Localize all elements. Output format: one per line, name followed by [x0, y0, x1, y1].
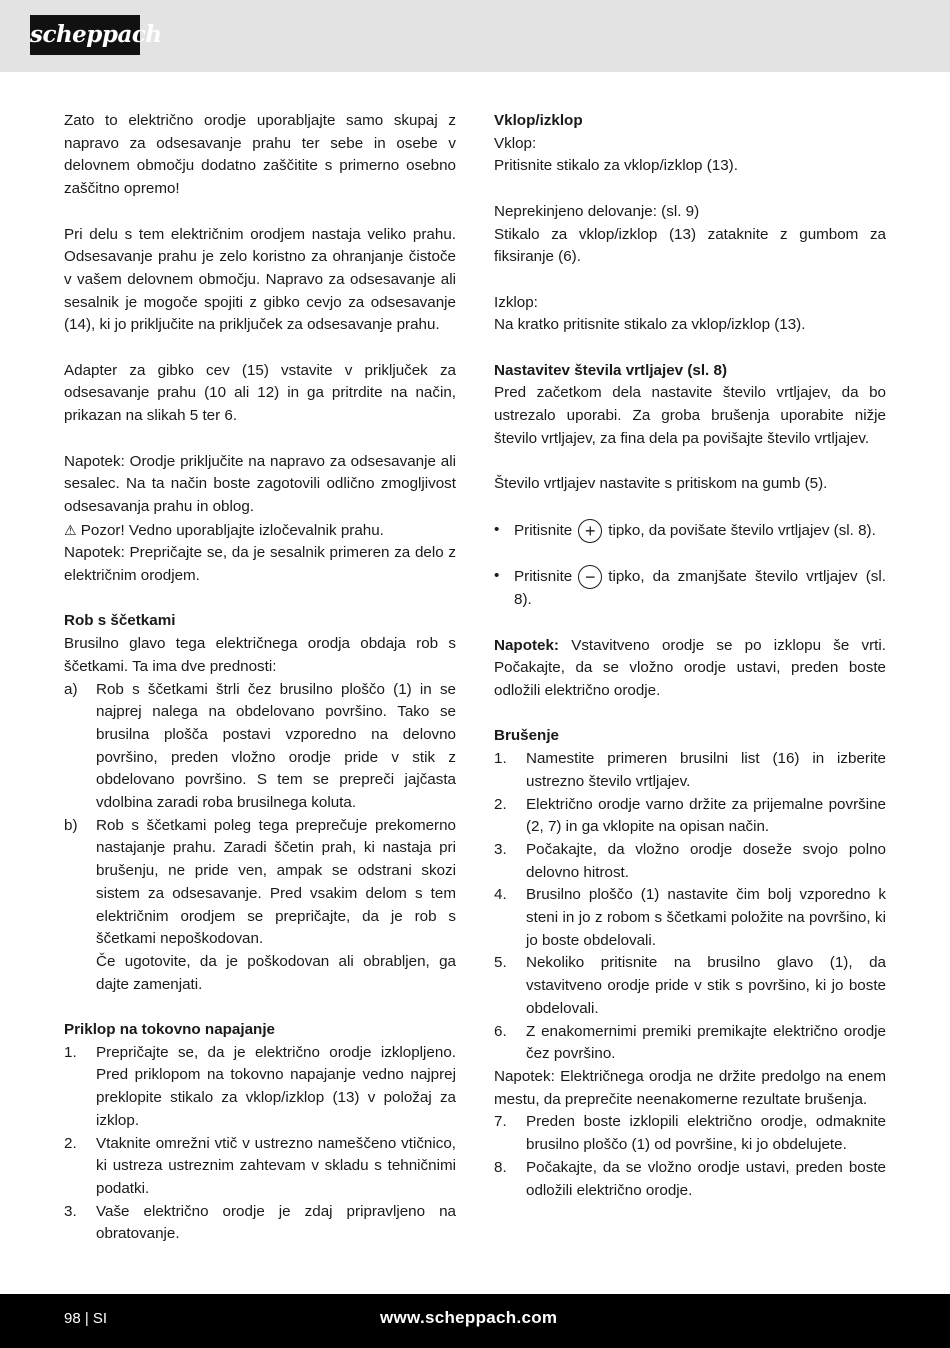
list-text: Rob s ščetkami štrli čez brusilno ploščo (1) in se najprej nalega na obdelovano površino. Tako se brusilna plošča postavi vzporedno na delovno površino, preden vložno orodje pride v stik z obdelovano površino. S tem se prepreči jajčasta vdolbina zaradi roba brusilnega koluta.: [96, 680, 456, 812]
note-paragraph: [494, 635, 886, 703]
list-item: [64, 815, 456, 951]
list-marker: 1.: [64, 1043, 77, 1061]
page-number: 98 | SI: [64, 1310, 108, 1327]
bullet-text: Pritisnite: [514, 568, 573, 586]
paragraph: Stikalo za vklop/izklop (13) zataknite z gumbom za fiksiranje (6).: [494, 225, 886, 266]
list-marker: a): [64, 680, 78, 698]
label: Vklop:: [494, 134, 537, 152]
left-column: [64, 110, 456, 1246]
list-marker: 2.: [64, 1134, 77, 1152]
section-heading: Brušenje: [494, 727, 559, 745]
paragraph: Adapter za gibko cev (15) vstavite v priključek za odsesavanje prahu (10 ali 12) in ga pritrdite na način, prikazan na slikah 5 ter 6.: [64, 361, 456, 425]
minus-icon: −: [578, 565, 602, 589]
list-text: Vtaknite omrežni vtič v ustrezno nameščeno vtičnico, ki ustreza ustreznim zahtevam v skladu s tehničnimi podatki.: [96, 1134, 456, 1197]
list-marker: 4.: [494, 886, 507, 904]
list-item: [64, 1042, 456, 1133]
list-text: Počakajte, da se vložno orodje ustavi, preden boste odložili električno orodje.: [526, 1158, 886, 1199]
list-marker: 6.: [494, 1022, 507, 1040]
footer-bar: [0, 1294, 950, 1348]
paragraph: Napotek: Prepričajte se, da je sesalnik primeren za delo z električnim orodjem.: [64, 544, 456, 585]
paragraph: Na kratko pritisnite stikalo za vklop/izklop (13).: [494, 316, 806, 334]
list-text: Rob s ščetkami poleg tega preprečuje prekomerno nastajanje prahu. Zaradi ščetin prah, ki nastaja pri brušenju, ne pride ven, ampak se odstrani skozi sistem za odsesavanje. Pred vsakim delom s tem električnim orodjem se prepričajte, da je rob s ščetkami nepoškodovan.: [96, 816, 456, 948]
list-marker: 3.: [64, 1202, 77, 1220]
right-column: [494, 110, 886, 1202]
label: Neprekinjeno delovanje: (sl. 9): [494, 202, 700, 220]
section-heading: Vklop/izklop: [494, 112, 583, 129]
list-item: [64, 679, 456, 815]
bullet-marker: •: [494, 567, 500, 585]
paragraph: Pred začetkom dela nastavite število vrtljajev, da bo ustrezalo uporabi. Za groba brušenja uporabite nižje število vrtljajev, za fina dela pa povišajte število vrtljajev.: [494, 384, 886, 447]
note-paragraph: Napotek: Električnega orodja ne držite predolgo na enem mestu, da preprečite neenakomerne rezultate brušenja.: [494, 1068, 886, 1108]
bullet-text: Pritisnite: [514, 521, 573, 539]
section-heading: Nastavitev števila vrtljajev (sl. 8): [494, 361, 728, 379]
list-item: [494, 1157, 886, 1202]
warning-icon: ⚠: [64, 521, 77, 538]
list-marker: b): [64, 816, 78, 834]
section-heading: Rob s ščetkami: [64, 612, 176, 630]
list-text: Preden boste izklopili električno orodje, odmaknite brusilno ploščo (1) od površine, ki jo obdelujete.: [526, 1113, 886, 1154]
list-text: Počakajte, da vložno orodje doseže svojo polno delovno hitrost.: [526, 840, 886, 881]
list-item: [64, 1201, 456, 1246]
list-item: [494, 1111, 886, 1156]
section-heading: Priklop na tokovno napajanje: [64, 1021, 275, 1039]
scheppach-logo: scheppach: [30, 15, 140, 55]
list-text: Namestite primeren brusilni list (16) in izberite ustrezno število vrtljajev.: [526, 750, 886, 790]
list-text: Električno orodje varno držite za prijemalne površine (2, 7) in ga vklopite na opisan način.: [526, 795, 886, 836]
bullet-text: tipko, da zmanjšate število vrtljajev (sl. 8).: [514, 568, 886, 609]
plus-icon: +: [578, 519, 602, 543]
paragraph: Število vrtljajev nastavite s pritiskom na gumb (5).: [494, 475, 828, 493]
note-label: Napotek:: [494, 636, 559, 654]
bullet-item: [494, 565, 886, 612]
paragraph: Pri delu s tem električnim orodjem nastaja veliko prahu. Odsesavanje prahu je zelo koristno za ohranjanje čistoče v vašem delovnem območju. Napravo za odsesavanje ali sesalnik je mogoče spojiti z gibko cevjo za odsesavanje (14), ki jo priključite na priključek za odsesavanje prahu.: [64, 225, 456, 334]
list-text: Z enakomernimi premiki premikajte električno orodje čez površino.: [526, 1022, 886, 1063]
list-item: [494, 839, 886, 884]
list-marker: 3.: [494, 840, 507, 858]
bullet-marker: •: [494, 520, 500, 538]
list-item: [64, 1133, 456, 1201]
list-text: Brusilno ploščo (1) nastavite čim bolj vzporedno k steni in jo z robom s ščetkami položite na površino, ki jo boste obdelovali.: [526, 886, 886, 949]
list-item: [494, 748, 886, 793]
list-item-continued: [64, 951, 456, 996]
note-text: Vstavitveno orodje se po izklopu še vrti. Počakajte, da se vložno orodje ustavi, preden boste odložili električno orodje.: [494, 636, 886, 700]
list-marker: 7.: [494, 1113, 507, 1131]
bullet-item: [494, 519, 886, 543]
header-bar: [0, 0, 950, 72]
list-marker: 5.: [494, 954, 507, 972]
list-text: Vaše električno orodje je zdaj pripravljeno na obratovanje.: [96, 1202, 456, 1243]
list-marker: 2.: [494, 795, 507, 813]
list-item: [494, 884, 886, 952]
paragraph: Zato to električno orodje uporabljajte samo skupaj z napravo za odsesavanje prahu ter sebe in osebe v delovnem območju dodatno zaščitite s primerno osebno zaščitno opremo!: [64, 112, 456, 198]
list-text: Če ugotovite, da je poškodovan ali obrabljen, ga dajte zamenjati.: [96, 952, 456, 993]
warning-text: Pozor! Vedno uporabljajte izločevalnik prahu.: [80, 521, 384, 539]
list-marker: 8.: [494, 1158, 507, 1176]
label: Izklop:: [494, 293, 538, 311]
paragraph: Brusilno glavo tega električnega orodja obdaja rob s ščetkami. Ta ima dve prednosti:: [64, 635, 456, 675]
bullet-text: tipko, da povišate število vrtljajev (sl. 8).: [608, 521, 876, 539]
list-item: [494, 1021, 886, 1066]
website-url: www.scheppach.com: [380, 1308, 558, 1327]
list-item: [494, 952, 886, 1020]
list-item: [494, 794, 886, 839]
warning-line: [64, 519, 456, 543]
list-text: Nekoliko pritisnite na brusilno glavo (1), da vstavitveno orodje pride v stik s površino, ki jo boste obdelovali.: [526, 954, 886, 1017]
paragraph: Napotek: Orodje priključite na napravo za odsesavanje ali sesalec. Na ta način boste zagotovili odlično zmogljivost odsesavanja prahu in oblog.: [64, 452, 456, 515]
list-text: Prepričajte se, da je električno orodje izklopljeno. Pred priklopom na tokovno napajanje vedno najprej preklopite stikalo za vklop/izklop (13) v položaj za izklop.: [96, 1043, 456, 1129]
paragraph: Pritisnite stikalo za vklop/izklop (13).: [494, 157, 738, 175]
list-marker: 1.: [494, 750, 507, 768]
